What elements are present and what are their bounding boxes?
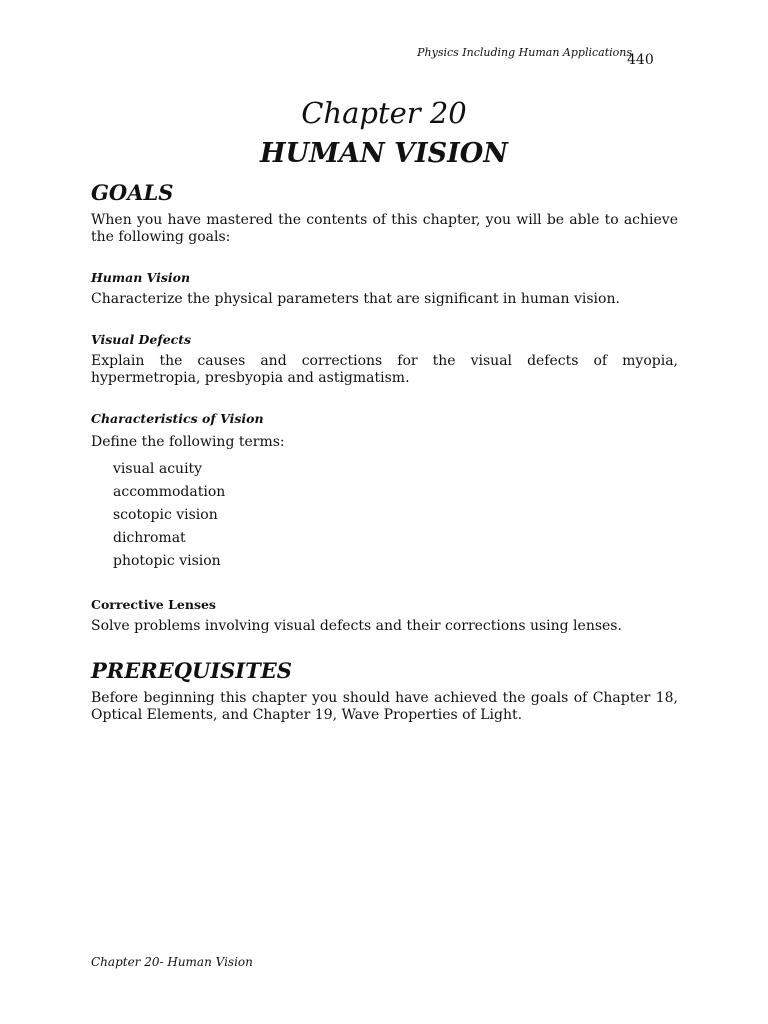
goal-lead: Define the following terms:: [91, 434, 285, 450]
term-item: accommodation: [113, 484, 226, 500]
goal-corrective-lenses: [91, 596, 678, 635]
prerequisites-heading: PREREQUISITES: [91, 658, 292, 683]
goal-title: Visual Defects: [91, 332, 192, 347]
goals-heading: GOALS: [91, 180, 174, 205]
goal-text: Solve problems involving visual defects and their corrections using lenses.: [91, 618, 622, 634]
chapter-content: [91, 180, 678, 724]
term-item: visual acuity: [113, 461, 203, 477]
term-item: dichromat: [113, 530, 186, 546]
goal-text: Characterize the physical parameters that are significant in human vision.: [91, 291, 620, 307]
goals-intro: When you have mastered the contents of this chapter, you will be able to achieve the following goals:: [91, 212, 678, 245]
page-number: 440: [627, 52, 654, 68]
goal-title: Characteristics of Vision: [91, 411, 264, 426]
goal-title: Human Vision: [91, 270, 191, 285]
term-list: [113, 458, 678, 573]
goal-human-vision: [91, 269, 678, 308]
prerequisites-text: Before beginning this chapter you should have achieved the goals of Chapter 18, Optical Elements, and Chapter 19, Wave Properties of Light.: [91, 690, 678, 723]
running-header: [0, 44, 768, 68]
goal-visual-defects: [91, 331, 678, 387]
goal-title: Corrective Lenses: [91, 597, 216, 612]
running-footer: Chapter 20- Human Vision: [91, 955, 253, 969]
term-item: scotopic vision: [113, 507, 218, 523]
book-title: Physics Including Human Applications: [417, 46, 632, 59]
chapter-title: HUMAN VISION: [260, 138, 508, 169]
goal-text: Explain the causes and corrections for the visual defects of myopia, hypermetropia, presbyopia and astigmatism.: [91, 353, 678, 386]
chapter-number: Chapter 20: [301, 96, 467, 130]
term-item: photopic vision: [113, 553, 221, 569]
goal-characteristics-of-vision: [91, 410, 678, 573]
